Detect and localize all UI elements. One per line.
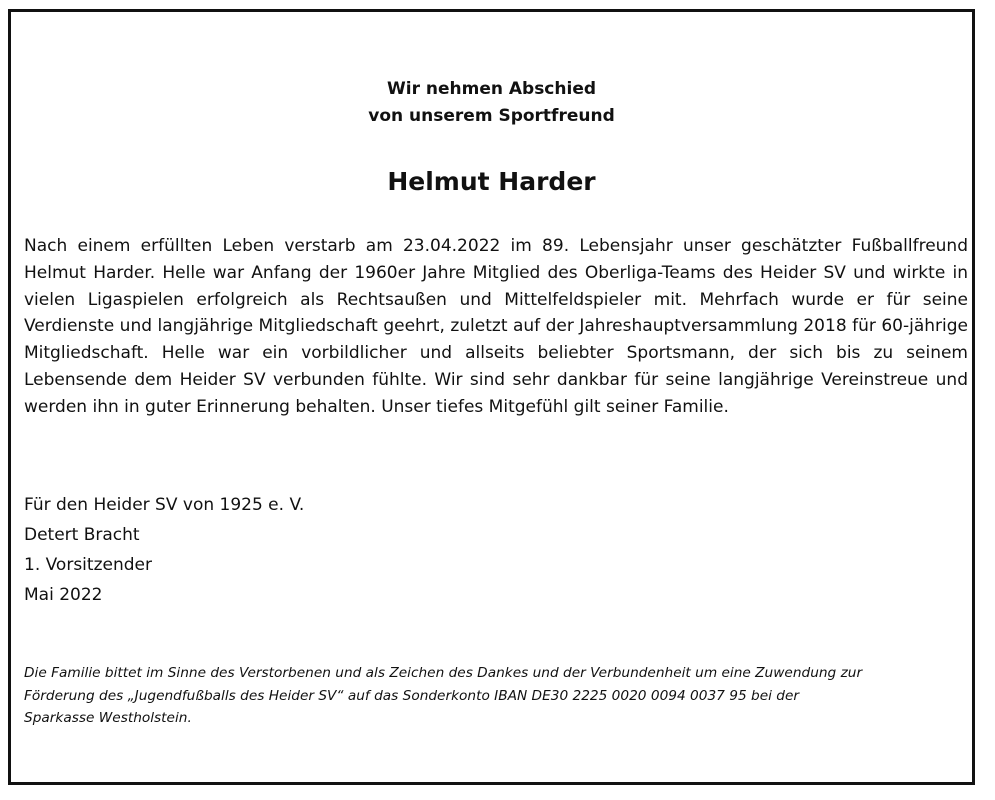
donation-note bbox=[24, 662, 974, 730]
donation-note-line-3: Sparkasse Westholstein. bbox=[24, 710, 192, 726]
heading-line-1: Wir nehmen Abschied bbox=[386, 79, 597, 99]
donation-note-line-2: Förderung des „Jugendfußballs des Heider SV“ auf das Sonderkonto IBAN DE30 2225 0020 0094 0037 95 bei der bbox=[24, 687, 800, 704]
notice-heading bbox=[11, 76, 972, 130]
signature-role: 1. Vorsitzender bbox=[24, 555, 152, 575]
signature-signer: Detert Bracht bbox=[24, 525, 140, 545]
heading-line-2: von unserem Sportfreund bbox=[368, 106, 615, 126]
signature-date: Mai 2022 bbox=[24, 585, 103, 605]
notice-frame bbox=[8, 9, 975, 785]
signature-club: Für den Heider SV von 1925 e. V. bbox=[24, 495, 305, 515]
donation-note-line-1: Die Familie bittet im Sinne des Verstorbenen und als Zeichen des Dankes und der Verbundenheit um eine Zuwendung zur bbox=[24, 665, 863, 681]
signature-block bbox=[24, 490, 304, 610]
deceased-name: Helmut Harder bbox=[387, 167, 596, 196]
notice-body: Nach einem erfüllten Leben verstarb am 23.04.2022 im 89. Lebensjahr unser geschätzter Fußballfreund Helmut Harder. Helle war Anfang der 1960er Jahre Mitglied des Oberliga-Teams des Heider SV und wirkte in vielen Ligaspielen erfolgreich als Rechtsaußen und Mittelfeldspieler mit. Mehrfach wurde er für seine Verdienste und langjährige Mitgliedschaft geehrt, zuletzt auf der Jahreshauptversammlung 2018 für 60-jährige Mitgliedschaft. Helle war ein vorbildlicher und allseits beliebter Sportsmann, der sich bis zu seinem Lebensende dem Heider SV verbunden fühlte. Wir sind sehr dankbar für seine langjährige Vereinstreue und werden ihn in guter Erinnerung behalten. Unser tiefes Mitgefühl gilt seiner Familie. bbox=[24, 236, 968, 417]
